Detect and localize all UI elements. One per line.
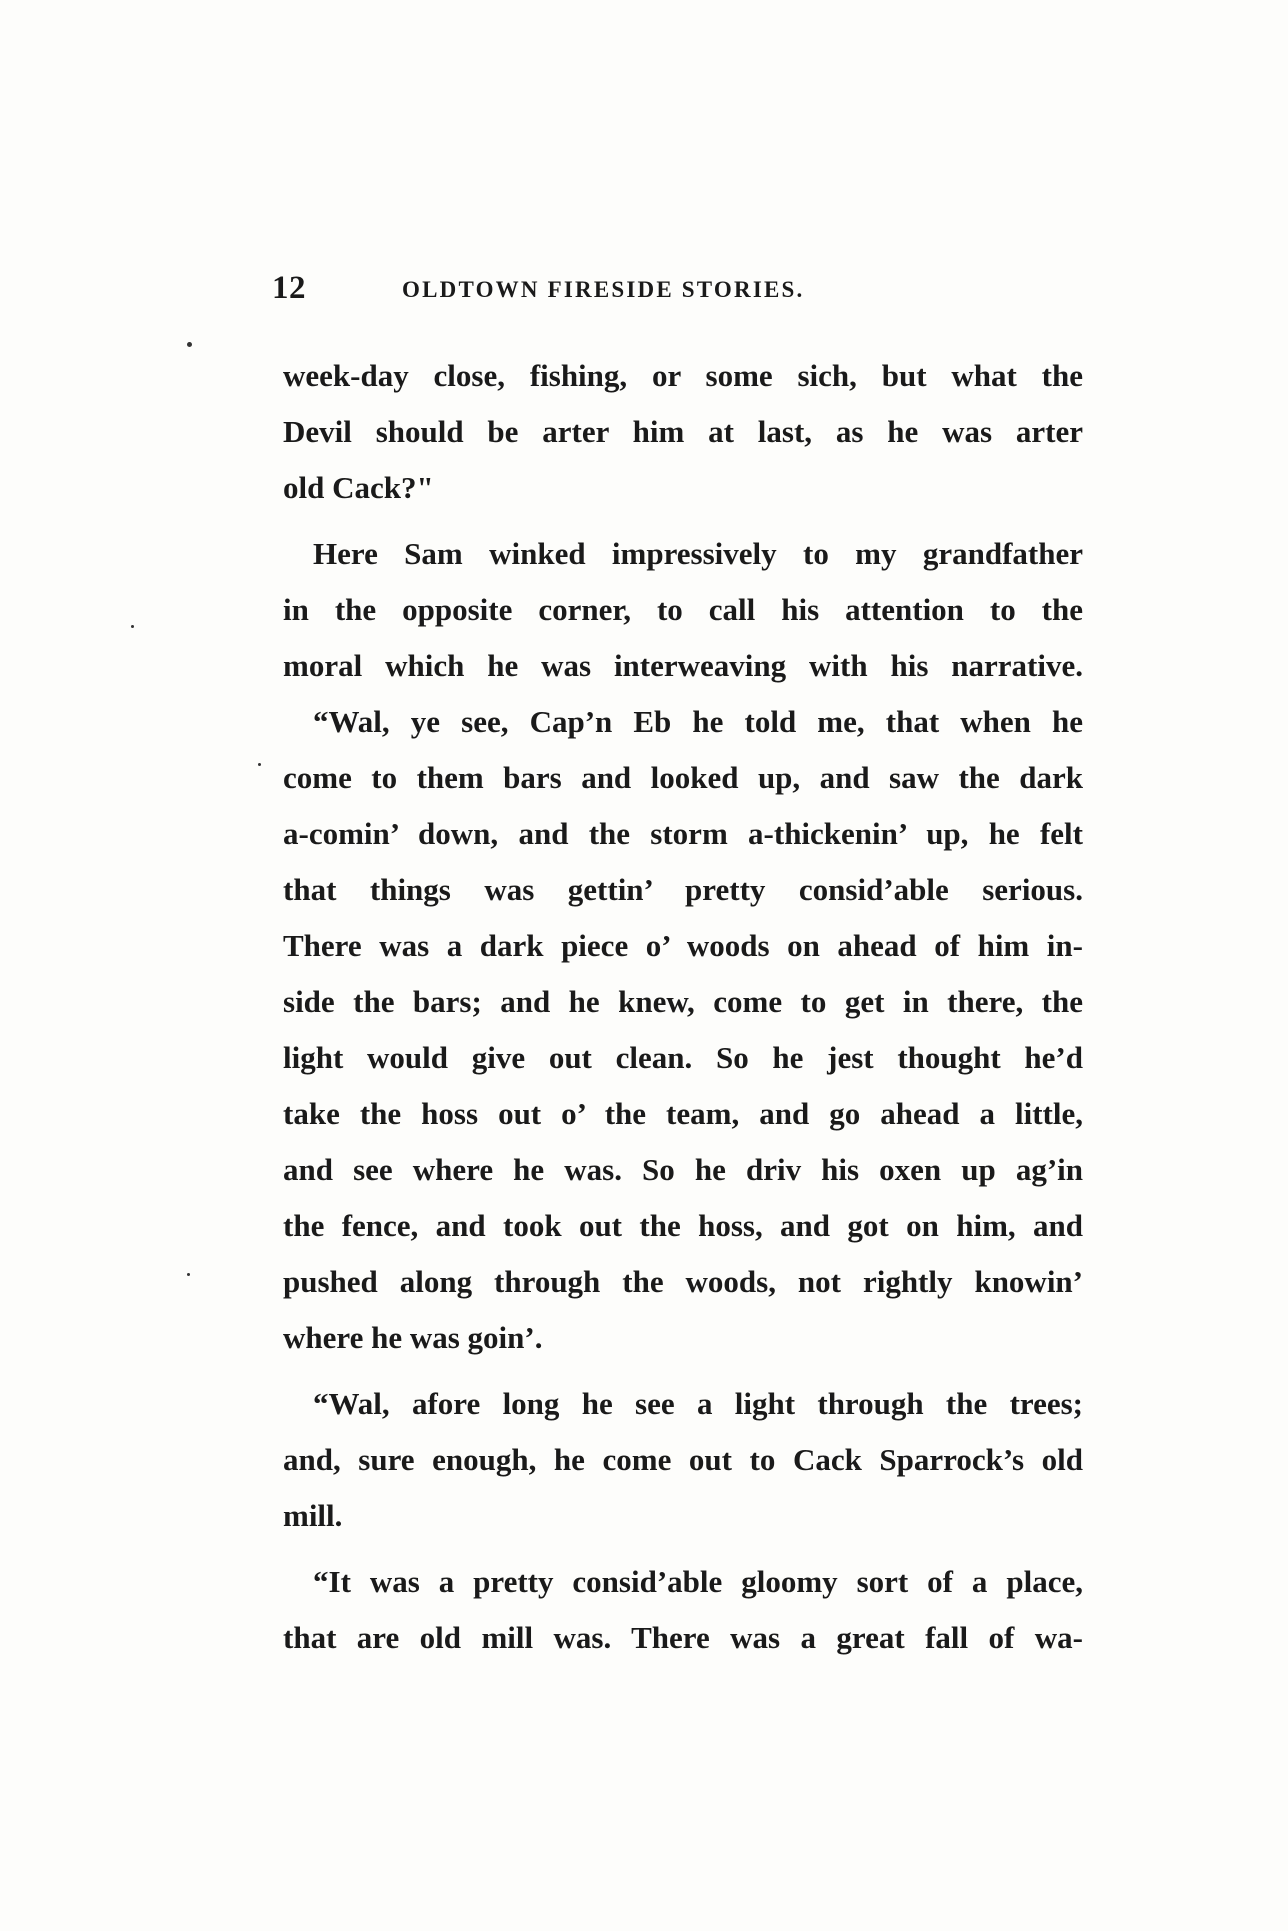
text-line: in the opposite corner, to call his attention to the (283, 592, 1083, 627)
text-line: light would give out clean. So he jest thought he’d (283, 1040, 1083, 1075)
text-line: where he was goin’. (283, 1320, 543, 1355)
text-line: a-comin’ down, and the storm a-thickenin’ up, he felt (283, 816, 1083, 851)
scan-speck (131, 625, 134, 628)
text-line: “Wal, afore long he see a light through the trees; (313, 1386, 1083, 1421)
text-line: Devil should be arter him at last, as he was arter (283, 414, 1083, 449)
text-line: “Wal, ye see, Cap’n Eb he told me, that when he (313, 704, 1083, 739)
text-line: side the bars; and he knew, come to get in there, the (283, 984, 1083, 1019)
text-line: that are old mill was. There was a great fall of wa- (283, 1620, 1083, 1655)
body-text (283, 348, 1083, 1666)
text-line: take the hoss out o’ the team, and go ahead a little, (283, 1096, 1083, 1131)
text-line: old Cack?" (283, 470, 434, 505)
paragraph (283, 526, 1083, 694)
scan-speck (258, 763, 261, 766)
page-header (272, 270, 1072, 310)
text-line: mill. (283, 1498, 343, 1533)
text-line: and see where he was. So he driv his oxen up ag’in (283, 1152, 1083, 1187)
text-line: Here Sam winked impressively to my grandfather (313, 536, 1083, 571)
text-line: There was a dark piece o’ woods on ahead of him in- (283, 928, 1083, 963)
text-line: “It was a pretty consid’able gloomy sort of a place, (313, 1564, 1083, 1599)
text-line: moral which he was interweaving with his narrative. (283, 648, 1083, 683)
paragraph (283, 694, 1083, 1366)
paragraph (283, 348, 1083, 516)
text-line: that things was gettin’ pretty consid’able serious. (283, 872, 1083, 907)
scan-speck (187, 342, 192, 347)
running-title: OLDTOWN FIRESIDE STORIES. (402, 277, 805, 302)
text-line: and, sure enough, he come out to Cack Sparrock’s old (283, 1442, 1083, 1477)
text-line: pushed along through the woods, not rightly knowin’ (283, 1264, 1083, 1299)
paragraph (283, 1554, 1083, 1666)
text-line: week-day close, fishing, or some sich, but what the (283, 358, 1083, 393)
paragraph (283, 1376, 1083, 1544)
text-line: come to them bars and looked up, and saw the dark (283, 760, 1083, 795)
text-line: the fence, and took out the hoss, and got on him, and (283, 1208, 1083, 1243)
page-number: 12 (272, 270, 306, 306)
scan-speck (187, 1273, 190, 1276)
